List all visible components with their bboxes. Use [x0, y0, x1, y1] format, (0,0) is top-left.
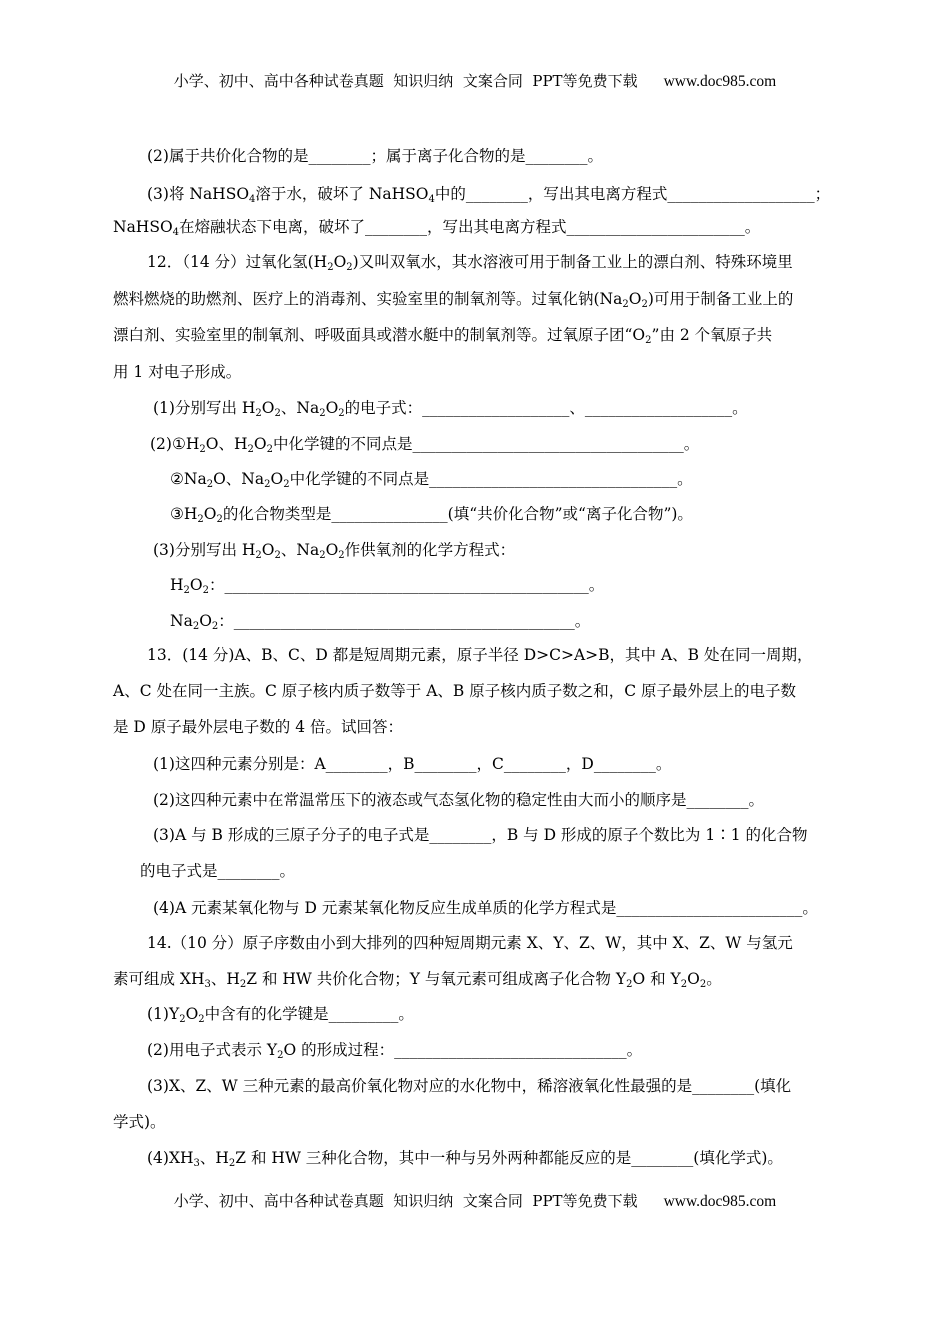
q12-stem-line1: 12．（14 分）过氧化氢$(H_2O_2)$又叫双氧水，其水溶液可用于制备工业上的漂白剂、特殊环境里	[147, 253, 793, 273]
q13-part3-line2: 的电子式是________。	[140, 862, 296, 880]
q11-part3-line1: (3)将 NaHSO$_4$溶于水，破坏了 NaHSO$_4$中的________，写出其电离方程式___________________；	[147, 185, 831, 205]
q14-stem-line1: 14.（10 分）原子序数由小到大排列的四种短周期元素 X、Y、Z、W，其中 X、Z、W 与氢元	[147, 934, 793, 952]
q12-part1: (1)分别写出 $H_2O_2$、$Na_2O_2$的电子式：___________________、___________________。	[153, 399, 748, 419]
q13-stem-line2: A、C 处在同一主族。C 原子核内质子数等于 A、B 原子核内质子数之和，C 原子最外层上的电子数	[113, 682, 796, 700]
q12-part2-a: $(2)①H_2O$、$H_2O_2$中化学键的不同点是___________________________________。	[150, 435, 700, 455]
footer-site: www.doc985.com	[663, 1193, 777, 1210]
q12-stem-line4: 用 1 对电子形成。	[113, 363, 242, 381]
q11-part2: (2)属于共价化合物的是________；属于离子化合物的是________。	[147, 147, 603, 165]
q13-part1: (1)这四种元素分别是：A________，B________，C________，D________。	[153, 755, 672, 773]
q14-part3-line1: (3)X、Z、W 三种元素的最高价氧化物对应的水化物中，稀溶液氧化性最强的是________(填化	[147, 1077, 792, 1095]
header-text: 小学、初中、高中各种试卷真题 知识归纳 文案合同 PPT等免费下载	[173, 72, 638, 90]
q12-part3-na2o2: $Na_2O_2$：____________________________________________。	[170, 612, 591, 632]
q12-part3: (3)分别写出 $H_2O_2$、$Na_2O_2$作供氧剂的化学方程式：	[153, 541, 516, 561]
q13-part4: (4)A 元素某氧化物与 D 元素某氧化物反应生成单质的化学方程式是________________________。	[153, 899, 818, 917]
q14-part1: $(1)Y_2O_2$中含有的化学键是_________。	[147, 1005, 414, 1025]
page-header	[0, 70, 950, 91]
page-footer	[0, 1190, 950, 1211]
q13-stem-line3: 是 D 原子最外层电子数的 4 倍。试回答：	[113, 718, 403, 736]
q12-part3-h2o2: $H_2O_2$：_______________________________________________。	[170, 576, 605, 596]
q11-part3-line2: NaHSO$_4$在熔融状态下电离，破坏了________，写出其电离方程式_______________________。	[113, 218, 761, 238]
q12-part2-b: $②Na_2O$、$Na_2O_2$中化学键的不同点是________________________________。	[170, 470, 693, 490]
q14-part4: $(4)XH_3$、$H_2Z$ 和 HW 三种化合物，其中一种与另外两种都能反应的是________(填化学式)。	[147, 1149, 783, 1169]
footer-text: 小学、初中、高中各种试卷真题 知识归纳 文案合同 PPT等免费下载	[173, 1192, 638, 1210]
q12-stem-line3: 漂白剂、实验室里的制氧剂、呼吸面具或潜水艇中的制氧剂等。过氧原子团“$O_2$”由 2 个氧原子共	[113, 326, 773, 346]
q14-stem-line2: 素可组成 $XH_3$、$H_2Z$ 和 HW 共价化合物；Y 与氧元素可组成离子化合物 $Y_2O$ 和 $Y_2O_2$。	[113, 970, 722, 990]
q12-part2-c: $③H_2O_2$的化合物类型是_______________(填“共价化合物”或“离子化合物”)。	[170, 505, 693, 525]
q14-part2: (2)用电子式表示 $Y_2O$ 的形成过程：______________________________。	[147, 1041, 643, 1061]
q13-part2: (2)这四种元素中在常温常压下的液态或气态氢化物的稳定性由大而小的顺序是________。	[153, 791, 764, 809]
q12-stem-line2: 燃料燃烧的助燃剂、医疗上的消毒剂、实验室里的制氧剂等。过氧化钠$(Na_2O_2)$可用于制备工业上的	[113, 290, 794, 310]
q14-part3-line2: 学式)。	[113, 1113, 166, 1131]
q13-part3-line1: (3)A 与 B 形成的三原子分子的电子式是________，B 与 D 形成的原子个数比为 1∶1 的化合物	[153, 826, 808, 844]
q13-stem-line1: 13．(14 分)A、B、C、D 都是短周期元素，原子半径 D>C>A>B，其中 A、B 处在同一周期，	[147, 646, 813, 664]
header-site: www.doc985.com	[663, 73, 777, 90]
